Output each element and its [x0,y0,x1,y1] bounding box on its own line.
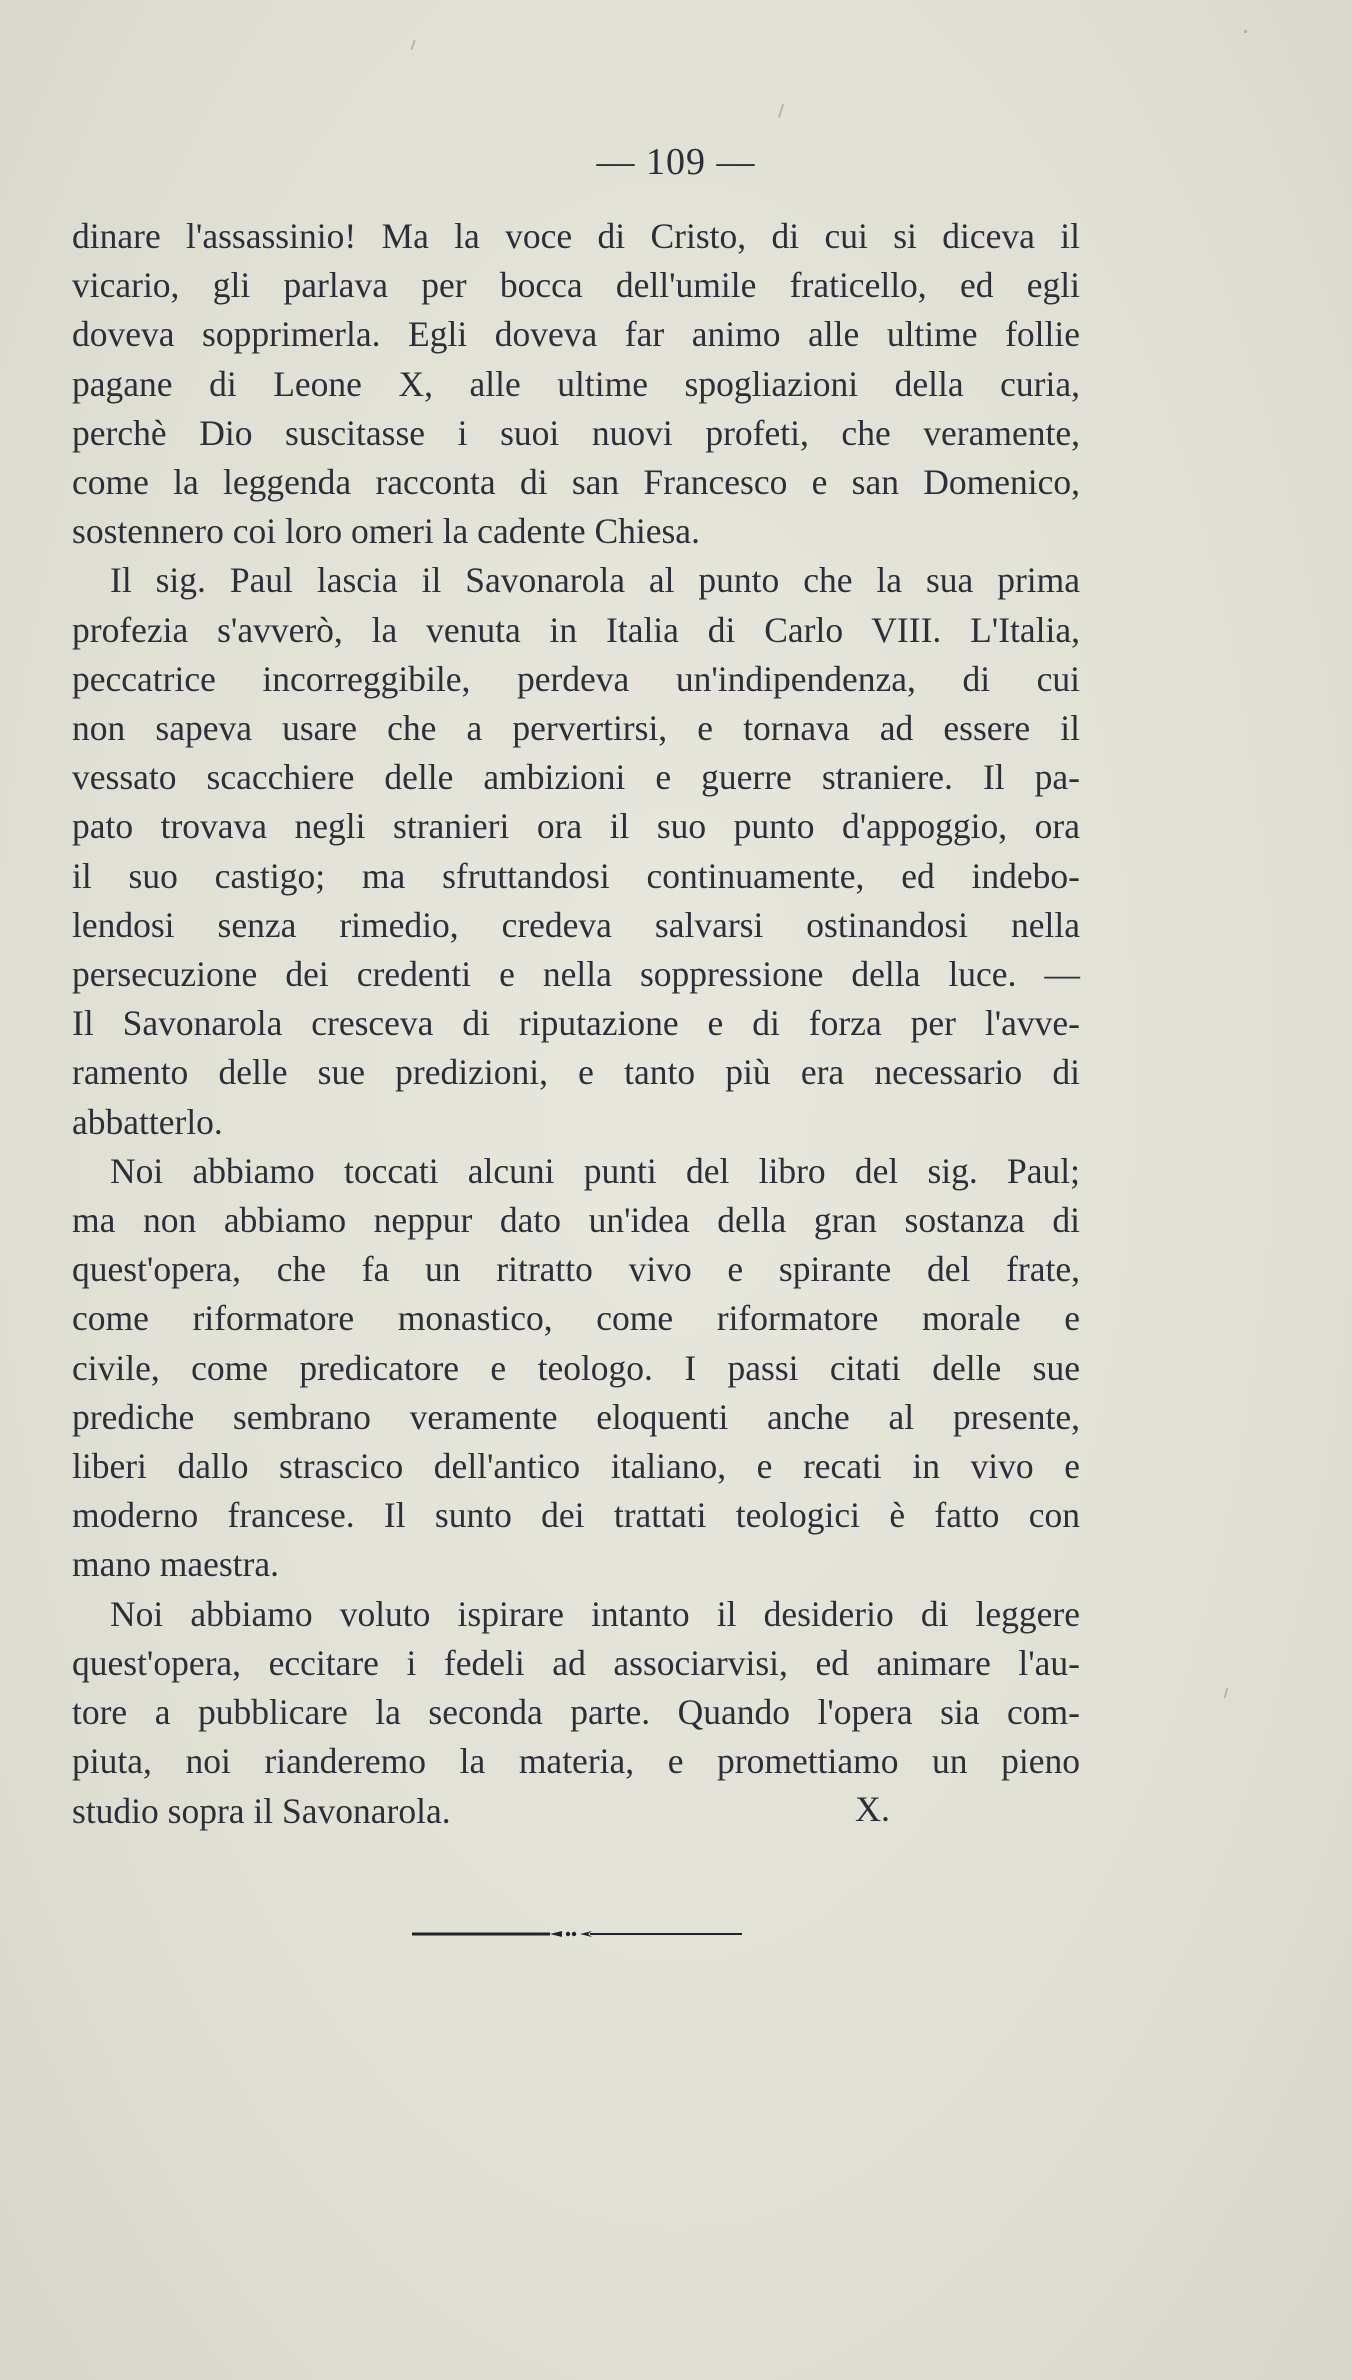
text-line: ramento delle sue predizioni, e tanto più era necessario di [72,1052,1080,1093]
text-line: profezia s'avverò, la venuta in Italia di Carlo VIII. L'Italia, [72,609,1080,650]
text-line: civile, come predicatore e teologo. I passi citati delle sue [72,1347,1080,1388]
text-line: prediche sembrano veramente eloquenti anche al presente, [72,1396,1080,1437]
text-line: pato trovava negli stranieri ora il suo punto d'appoggio, ora [72,806,1080,847]
text-line: lendosi senza rimedio, credeva salvarsi ostinandosi nella [72,904,1080,945]
text-line: quest'opera, che fa un ritratto vivo e spirante del frate, [72,1249,1080,1290]
text-line: ma non abbiamo neppur dato un'idea della gran sostanza di [72,1200,1080,1241]
text-line: il suo castigo; ma sfruttandosi continuamente, ed indebo- [72,855,1080,896]
paragraph-3 [72,1147,1080,1590]
paragraph-2 [72,556,1080,1146]
paper-speck [410,40,415,50]
text-line: come la leggenda racconta di san Francesco e san Domenico, [72,462,1080,503]
text-line: liberi dallo strascico dell'antico italiano, e recati in vivo e [72,1446,1080,1487]
text-line: sostennero coi loro omeri la cadente Chiesa. [72,511,700,552]
text-line: Il Savonarola cresceva di riputazione e di forza per l'avve- [72,1003,1080,1044]
text-line: Noi abbiamo voluto ispirare intanto il desiderio di leggere [110,1593,1080,1634]
text-line: pagane di Leone X, alle ultime spogliazioni della curia, [72,363,1080,404]
body-text [72,212,1080,1836]
paragraph-1 [72,212,1080,556]
text-line: vicario, gli parlava per bocca dell'umile fraticello, ed egli [72,265,1080,306]
text-line: Noi abbiamo toccati alcuni punti del libro del sig. Paul; [110,1150,1080,1191]
text-line: persecuzione dei credenti e nella soppressione della luce. — [72,954,1080,995]
text-line: non sapeva usare che a pervertirsi, e tornava ad essere il [72,708,1080,749]
text-line: quest'opera, eccitare i fedeli ad associarvisi, ed animare l'au- [72,1642,1080,1683]
text-line: vessato scacchiere delle ambizioni e guerre straniere. Il pa- [72,757,1080,798]
text-line: piuta, noi rianderemo la materia, e promettiamo un pieno [72,1741,1080,1782]
printer-rule-ornament-icon [412,1930,742,1938]
text-line: perchè Dio suscitasse i suoi nuovi profeti, che veramente, [72,412,1080,453]
paper-speck [1224,1688,1229,1698]
paper-speck [778,104,784,118]
author-signature: X. [855,1789,890,1829]
text-line: moderno francese. Il sunto dei trattati teologici è fatto con [72,1495,1080,1536]
text-line: come riformatore monastico, come riformatore morale e [72,1298,1080,1339]
paper-speck [1244,30,1247,33]
text-line: peccatrice incorreggibile, perdeva un'indipendenza, di cui [72,658,1080,699]
text-line: dinare l'assassinio! Ma la voce di Cristo, di cui si diceva il [72,216,1080,256]
text-line: studio sopra il Savonarola. [72,1790,451,1831]
text-line: tore a pubblicare la seconda parte. Quando l'opera sia com- [72,1692,1080,1733]
text-line: Il sig. Paul lascia il Savonarola al punto che la sua prima [110,560,1080,601]
page-number: — 109 — [596,141,756,183]
text-line: mano maestra. [72,1544,280,1585]
text-line: abbatterlo. [72,1101,223,1142]
text-line: doveva sopprimerla. Egli doveva far animo alle ultime follie [72,314,1080,355]
